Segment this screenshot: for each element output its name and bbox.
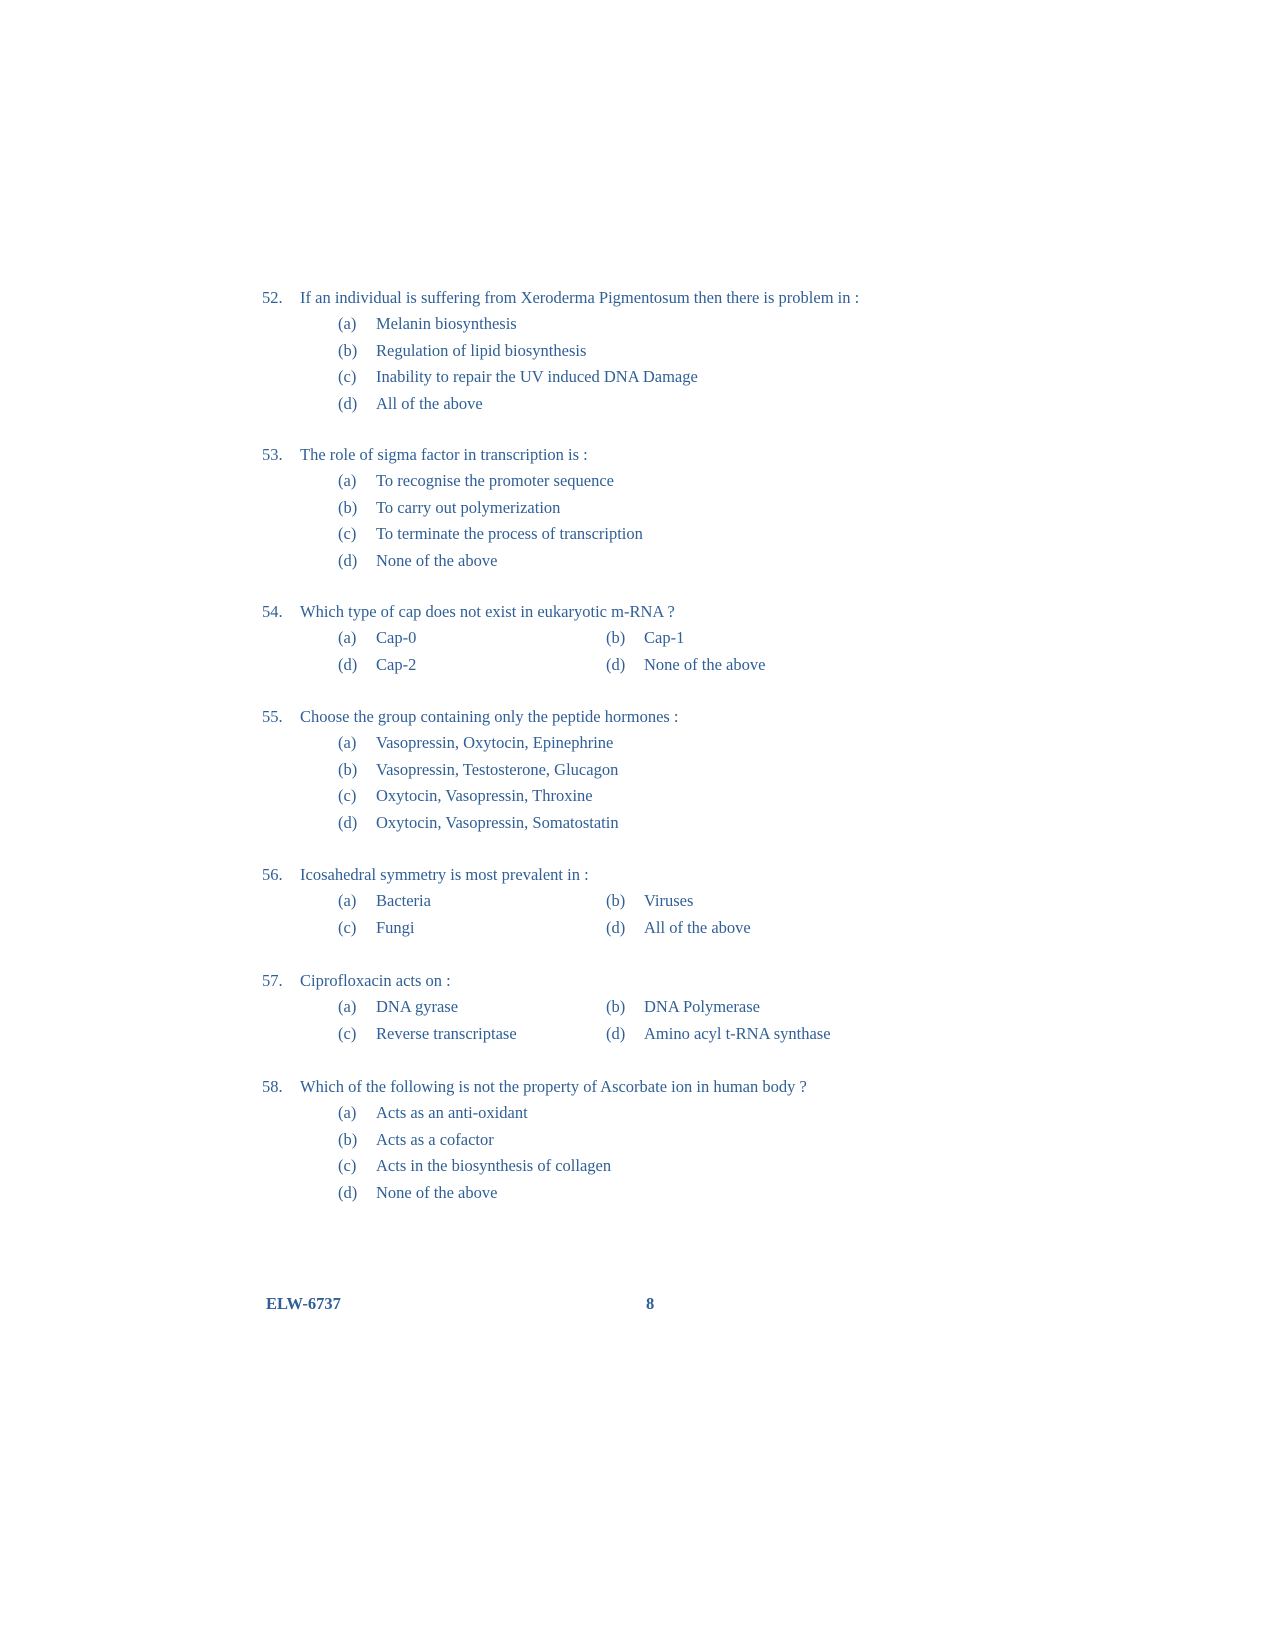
option-letter: (d) [338,654,358,674]
option-text: Viruses [644,891,694,910]
option-grid [338,625,982,678]
option-letter: (c) [338,917,357,937]
option-letter: (b) [606,628,626,647]
option-d [606,652,906,679]
option-letter: (b) [338,759,358,779]
option-letter: (b) [338,1129,358,1149]
option-list [338,311,982,417]
option-letter: (d) [338,393,358,413]
question-text: Which type of cap does not exist in eukaryotic m-RNA ? [300,602,675,621]
option-c [338,652,606,679]
option-letter: (a) [338,733,357,752]
option-letter: (a) [338,628,357,647]
question-text: Which of the following is not the property of Ascorbate ion in human body ? [300,1077,807,1096]
option-letter: (d) [606,917,626,937]
option-grid [338,888,982,941]
option-d [338,391,982,418]
option-letter: (c) [338,786,357,805]
option-d [338,1180,982,1207]
option-a [338,311,982,338]
option-letter: (a) [338,997,357,1016]
option-d [338,548,982,575]
option-b [606,625,906,652]
option-letter: (a) [338,891,357,910]
option-a [338,1100,982,1127]
paper-code: ELW-6737 [266,1294,341,1313]
option-text: Inability to repair the UV induced DNA Damage [376,367,698,386]
question-number: 56. [262,865,283,884]
option-letter: (b) [606,997,626,1016]
option-text: Acts as an anti-oxidant [376,1103,528,1122]
option-c [338,1021,606,1048]
question-56 [262,862,982,941]
option-b [338,757,982,784]
question-53 [262,442,982,574]
option-b [338,338,982,365]
question-text: Ciprofloxacin acts on : [300,971,451,990]
option-a [338,625,606,652]
option-text: To terminate the process of transcription [376,524,643,543]
option-text: Regulation of lipid biosynthesis [376,340,587,360]
option-text: DNA Polymerase [644,997,760,1016]
option-text: To recognise the promoter sequence [376,471,615,490]
option-text: Acts in the biosynthesis of collagen [376,1156,612,1175]
option-a [338,730,982,757]
option-c [338,364,982,391]
option-c [338,1153,982,1180]
question-text: Choose the group containing only the peptide hormones : [300,707,679,726]
option-b [338,1127,982,1154]
option-letter: (b) [606,891,626,910]
option-b [606,888,906,915]
option-b [338,495,982,522]
option-list [338,730,982,836]
option-letter: (b) [338,340,358,360]
option-text: Amino acyl t-RNA synthase [644,1023,831,1043]
question-number: 53. [262,445,283,464]
option-letter: (d) [606,654,626,674]
option-c [338,521,982,548]
option-text: Bacteria [376,891,431,910]
option-text: All of the above [644,917,751,937]
option-b [606,994,906,1021]
option-letter: (c) [338,1156,357,1175]
option-text: Melanin biosynthesis [376,314,517,333]
question-number: 55. [262,707,283,726]
option-letter: (d) [606,1023,626,1043]
option-text: To carry out polymerization [376,497,561,517]
option-d [606,1021,906,1048]
option-list [338,468,982,574]
option-text: Vasopressin, Oxytocin, Epinephrine [376,733,614,752]
option-letter: (a) [338,314,357,333]
question-number: 54. [262,602,283,621]
option-text: Oxytocin, Vasopressin, Throxine [376,786,593,805]
option-grid [338,994,982,1047]
question-55 [262,704,982,836]
option-c [338,915,606,942]
option-a [338,888,606,915]
question-text: Icosahedral symmetry is most prevalent in : [300,865,589,884]
option-text: Fungi [376,917,415,937]
option-letter: (a) [338,1103,357,1122]
option-text: Reverse transcriptase [376,1023,517,1043]
question-54 [262,599,982,678]
option-text: All of the above [376,393,483,413]
option-letter: (d) [338,550,358,570]
option-a [338,994,606,1021]
option-text: Cap-2 [376,654,417,674]
option-text: None of the above [376,550,498,570]
option-letter: (d) [338,812,358,832]
option-d [606,915,906,942]
option-text: Vasopressin, Testosterone, Glucagon [376,759,619,779]
option-text: Cap-1 [644,628,685,647]
question-text: If an individual is suffering from Xeroderma Pigmentosum then there is problem in : [300,288,860,307]
option-d [338,810,982,837]
option-letter: (c) [338,524,357,543]
page-number: 8 [646,1294,655,1313]
option-text: Oxytocin, Vasopressin, Somatostatin [376,812,619,832]
option-letter: (c) [338,367,357,386]
option-text: None of the above [644,654,766,674]
option-text: None of the above [376,1182,498,1202]
question-number: 58. [262,1077,283,1096]
question-57 [262,968,982,1047]
option-letter: (d) [338,1182,358,1202]
question-number: 57. [262,971,283,990]
option-a [338,468,982,495]
question-text: The role of sigma factor in transcription is : [300,445,588,464]
option-letter: (a) [338,471,357,490]
option-text: Cap-0 [376,628,417,647]
option-letter: (c) [338,1023,357,1043]
option-text: Acts as a cofactor [376,1129,494,1149]
question-58 [262,1074,982,1206]
option-letter: (b) [338,497,358,517]
option-text: DNA gyrase [376,997,459,1016]
question-number: 52. [262,288,283,307]
option-c [338,783,982,810]
option-list [338,1100,982,1206]
question-52 [262,285,982,417]
